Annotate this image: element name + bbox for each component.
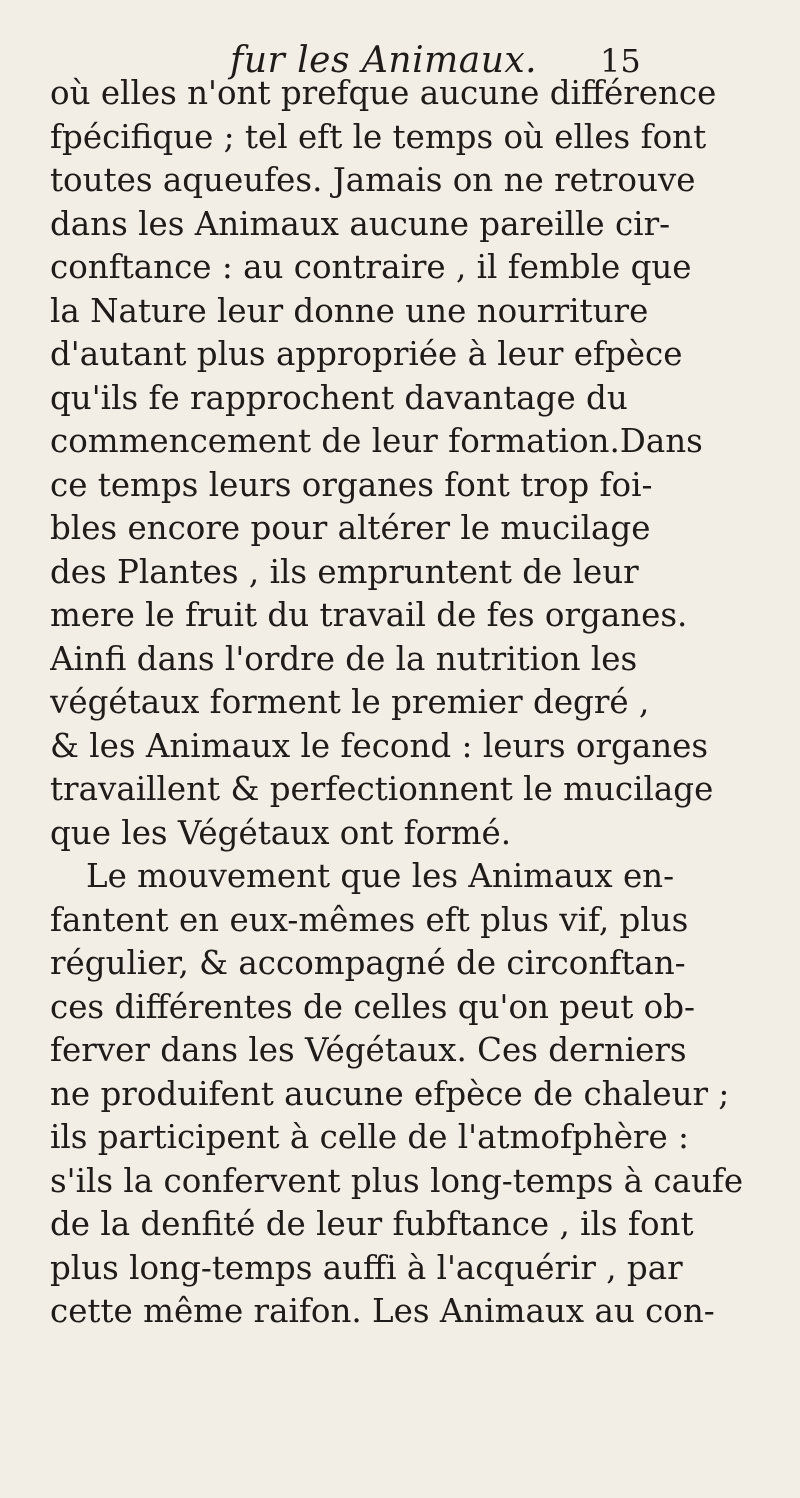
text-line: toutes aqueufes. Jamais on ne retrouve xyxy=(50,161,696,199)
text-line: dans les Animaux aucune pareille cir- xyxy=(50,204,671,243)
text-line: ils participent à celle de l'atmofphère : xyxy=(50,1118,689,1156)
text-line: plus long-temps auffi à l'acquérir , par xyxy=(50,1248,683,1287)
text-line: & les Animaux le fecond : leurs organes xyxy=(50,726,709,765)
text-line: travaillent & perfectionnent le mucilage xyxy=(50,770,714,808)
text-line: ces différentes de celles qu'on peut ob- xyxy=(50,987,696,1026)
page-number: 15 xyxy=(600,42,641,80)
text-line: qu'ils fe rapprochent davantage du xyxy=(50,378,628,417)
text-line: régulier, & accompagné de circonftan- xyxy=(50,944,686,982)
text-line: la Nature leur donne une nourriture xyxy=(50,291,649,330)
text-line: végétaux forment le premier degré , xyxy=(50,683,650,721)
text-line: conftance : au contraire , il femble que xyxy=(50,248,692,286)
text-line: s'ils la confervent plus long-temps à caufe xyxy=(50,1161,744,1200)
text-line: Le mouvement que les Animaux en- xyxy=(86,857,675,895)
text-line: ne produifent aucune efpèce de chaleur ; xyxy=(50,1074,730,1113)
text-line: commencement de leur formation.Dans xyxy=(50,422,703,460)
text-line: Ainfi dans l'ordre de la nutrition les xyxy=(50,639,638,678)
text-line: fpécifique ; tel eft le temps où elles font xyxy=(50,117,707,156)
body-text xyxy=(50,72,770,1334)
text-line: des Plantes , ils empruntent de leur xyxy=(50,552,639,591)
text-line: de la denfité de leur fubftance , ils font xyxy=(50,1205,694,1243)
text-line: fantent en eux-mêmes eft plus vif, plus xyxy=(50,900,689,939)
running-head-title: fur les Animaux. xyxy=(230,40,538,81)
text-line: cette même raifon. Les Animaux au con- xyxy=(50,1292,715,1330)
text-line: ferver dans les Végétaux. Ces derniers xyxy=(50,1031,687,1069)
text-line: où elles n'ont prefque aucune différence xyxy=(50,74,717,112)
running-head xyxy=(0,20,800,81)
text-line: d'autant plus appropriée à leur efpèce xyxy=(50,335,683,373)
text-line: mere le fruit du travail de fes organes. xyxy=(50,596,688,634)
text-line: que les Végétaux ont formé. xyxy=(50,813,512,852)
text-line: bles encore pour altérer le mucilage xyxy=(50,509,651,547)
text-line: ce temps leurs organes font trop foi- xyxy=(50,465,653,504)
